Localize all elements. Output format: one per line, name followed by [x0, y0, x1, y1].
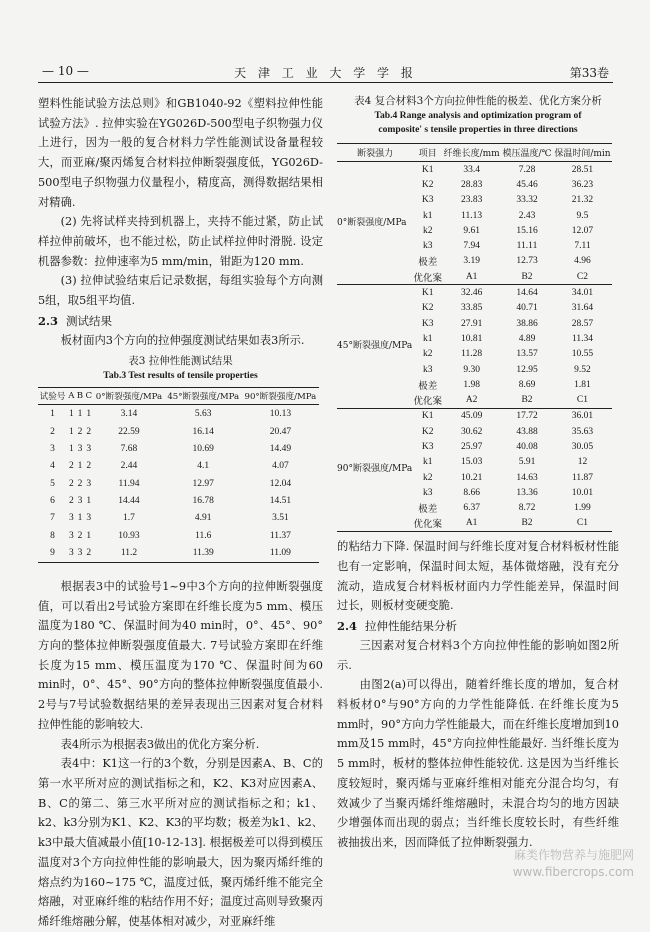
table-cell: 2: [68, 461, 74, 472]
table-cell: 2: [86, 461, 92, 472]
table-cell: 优化案: [413, 520, 442, 531]
table-cell: 32.46: [442, 285, 501, 301]
table-cell: 5.63: [194, 409, 212, 420]
table-cell: 9.52: [574, 364, 591, 375]
table-cell: 3: [77, 443, 83, 454]
table-cell: K3: [421, 318, 434, 329]
table-cell: 25.97: [460, 441, 483, 452]
table-cell: 1: [77, 409, 83, 420]
table-row: [38, 440, 319, 457]
table-cell: 10.13: [269, 409, 292, 420]
table-cell: 3.51: [272, 513, 289, 524]
table-row: [38, 405, 319, 423]
table-row: [38, 510, 319, 527]
table-cell: 4.91: [194, 513, 212, 524]
table-header: 0°断裂强度/MPa: [93, 388, 164, 405]
table-header: 90°断裂强度/MPa: [242, 388, 319, 405]
table-cell: 3: [77, 548, 83, 559]
table-cell: 1: [77, 513, 83, 524]
table-cell: 11.37: [269, 530, 291, 541]
table-cell: B2: [521, 271, 533, 282]
table-caption: 表3 拉伸性能测试结果: [128, 355, 233, 368]
table-cell: 9.30: [463, 364, 480, 375]
table-cell: k1: [422, 457, 433, 468]
table-cell: 11.94: [118, 478, 140, 489]
table-cell: K3: [421, 441, 434, 452]
table-cell: A1: [465, 271, 478, 282]
table-cell: 7.28: [518, 164, 536, 175]
table-row: [38, 475, 319, 492]
table-cell: 4.89: [518, 333, 536, 344]
paragraph: 根据表3中的试验号1~9中3个方向的拉伸断裂强度值，可以看出2号试验方案即在纤维长度为5 mm、模压温度为180 ℃、保温时间为40 min时，0°、45°、90°方向的整体拉伸断裂强度值最大. 7号试验方案即在纤维长度为15 mm、模压温度为170 ℃、保温时间为60 min时，0°、45°、90°方向的整体拉伸断裂强度值最小. 2号与7号试验数据结果的差异表现出三因素对复合材料拉伸性能的影响较大.: [38, 579, 323, 731]
table-row: [337, 408, 612, 424]
table-cell: 9.5: [576, 210, 589, 221]
table-cell: 3.14: [120, 409, 138, 420]
table-cell: 2: [77, 478, 83, 489]
table-cell: 11.11: [516, 241, 538, 252]
table-cell: A1: [465, 518, 478, 529]
table-cell: k2: [422, 472, 433, 483]
table-cell: 11.28: [461, 349, 483, 360]
table-cell: 4: [50, 461, 55, 472]
table-header: 纤维长度/mm: [442, 144, 501, 162]
table-row: [38, 458, 319, 475]
table-header: B: [76, 388, 85, 405]
table-header: 试验号: [38, 388, 67, 405]
table-cell: 14.63: [516, 472, 538, 483]
table-cell: 11.09: [269, 548, 291, 559]
table-cell: 2.44: [120, 461, 138, 472]
table-cell: 11.34: [571, 333, 593, 344]
table-cell: 34.01: [553, 285, 612, 301]
table-cell: 8.66: [463, 487, 480, 498]
group-label: 90°断裂强度/MPa: [337, 408, 413, 531]
table-cell: 35.63: [571, 426, 594, 437]
table-cell: 17.72: [501, 408, 553, 424]
table-cell: 4.1: [197, 461, 210, 472]
table-cell: k1: [422, 210, 433, 221]
table-cell: 优化案: [413, 273, 442, 284]
table-cell: 2: [68, 478, 74, 489]
table-header: C: [84, 388, 93, 405]
section-heading: 2.4 拉伸性能结果分析: [337, 618, 458, 633]
table-cell: 2.43: [518, 210, 536, 221]
table-cell: 5.91: [518, 457, 536, 468]
table-cell: K2: [421, 303, 434, 314]
table-cell: 1: [86, 530, 92, 541]
table-cell: 2: [50, 426, 55, 437]
group-label: 0°断裂强度/MPa: [337, 217, 407, 228]
table-cell: 36.01: [553, 408, 612, 424]
table-cell: A2: [465, 395, 478, 406]
table-cell: 2: [77, 426, 83, 437]
table-cell: k1: [422, 333, 433, 344]
table-cell: 8: [50, 530, 55, 541]
group-label: 45°断裂强度/MPa: [337, 285, 413, 408]
table-cell: 12.04: [269, 478, 292, 489]
table-header: A: [67, 388, 76, 405]
table-cell: 38.86: [516, 318, 538, 329]
table-cell: C1: [576, 518, 588, 529]
table-cell: K1: [421, 164, 434, 175]
running-header: [38, 60, 613, 83]
right-column: [337, 94, 619, 853]
paragraph: 三因素对复合材料3个方向拉伸性能的影响如图2所示.: [337, 638, 619, 672]
table-cell: 1: [68, 426, 74, 437]
table-cell: 1.81: [574, 379, 591, 390]
table-cell: k2: [422, 225, 433, 236]
table-cell: 23.83: [460, 195, 483, 206]
paragraph: 塑料性能试验方法总则》和GB1040-92《塑料拉伸性能试验方法》. 拉伸实验在YG026D-500型电子织物强力仪上进行，因为一般的复合材料力学性能测试设备量程较大，而亚麻/聚丙烯复合材料拉伸断裂强度低，YG026D-500型电子织物强力仪量程小，精度高，测得数据结果相对精确.: [38, 97, 323, 209]
paragraph: 由图2(a)可以得出，随着纤维长度的增加，复合材料板材0°与90°方向的力学性能降低. 在纤维长度为5 mm时，90°方向力学性能最大，而在纤维长度增加到10 mm及15 mm时，45°方向拉伸性能最好. 当纤维长度为5 mm时，板材的整体拉伸性能较优. 这是因为当纤维长度较短时，聚丙烯与亚麻纤维相对能充分混合均匀，有效减少了当聚丙烯纤维熔融时，未混合均匀的地方因缺少增强体而出现的弱点；当纤维长度较长时，有些纤维被抽拔出来，因而降低了拉伸断裂强力.: [337, 678, 619, 849]
table-cell: 9: [50, 548, 55, 559]
table-cell: 2: [86, 548, 92, 559]
table-header: 断裂强力: [337, 144, 413, 162]
table-cell: 31.64: [571, 303, 594, 314]
table-cell: 20.47: [269, 426, 292, 437]
table-cell: 10.21: [460, 472, 483, 483]
table-caption: 表4 复合材料3个方向拉伸性能的极差、优化方案分析: [354, 95, 602, 107]
paragraph: 板材面内3个方向的拉伸强度测试结果如表3所示.: [60, 333, 305, 347]
table-row: [38, 492, 319, 509]
table-cell: 1: [77, 461, 83, 472]
table-cell: B2: [521, 518, 533, 529]
table-cell: B2: [521, 395, 533, 406]
table-cell: 10.55: [571, 349, 594, 360]
table-cell: 28.57: [571, 318, 594, 329]
table-header: 项目: [413, 144, 442, 162]
paragraph: (2) 先将试样夹持到机器上，夹持不能过紧，防止试样拉伸前破坏，也不能过松，防止试样拉伸时滑脱. 设定机器参数：拉伸速率为5 mm/min，钳距为120 mm.: [38, 215, 323, 268]
table-cell: 11.39: [192, 548, 214, 559]
table-cell: k2: [422, 349, 433, 360]
paragraph: 表4所示为根据表3做出的优化方案分析.: [60, 737, 260, 751]
table-cell: C2: [576, 271, 588, 282]
left-column: [38, 94, 323, 932]
table-cell: 11.6: [195, 530, 212, 541]
table-cell: 3: [50, 443, 55, 454]
table-cell: C1: [576, 395, 588, 406]
table-cell: 33.85: [460, 303, 483, 314]
table-cell: 1.7: [123, 513, 135, 524]
table-cell: 16.14: [192, 426, 214, 437]
table-caption-en: Tab.4 Range analysis and optimization program of: [374, 110, 582, 121]
table-cell: 10.81: [460, 333, 483, 344]
table-cell: 12.95: [516, 364, 538, 375]
table-caption-en: Tab.3 Test results of tensile properties: [103, 370, 258, 382]
table-cell: 40.08: [516, 441, 538, 452]
tensile-results-table: [38, 387, 319, 563]
table-cell: 13.36: [516, 487, 538, 498]
table-cell: K3: [421, 195, 434, 206]
table-row: [337, 285, 612, 301]
table-cell: 11.87: [571, 472, 593, 483]
table-cell: 14.51: [269, 496, 292, 507]
table-cell: 11.13: [461, 210, 483, 221]
table-cell: 12.73: [516, 256, 538, 267]
table-cell: 27.91: [460, 318, 483, 329]
table-cell: 28.51: [571, 164, 594, 175]
table-cell: 7: [50, 513, 55, 524]
table-cell: 3.19: [463, 256, 480, 267]
table-cell: 7.11: [574, 241, 591, 252]
table-cell: 7.68: [120, 443, 138, 454]
table-cell: 7.94: [463, 241, 480, 252]
table-cell: 4.07: [272, 461, 289, 472]
paragraph: 表4中：K1这一行的3个数，分别是因素A、B、C的第一水平所对应的测试指标之和，K2、K3对应因素A、B、C的第二、第三水平所对应的测试指标之和；k1、k2、k3分别为K1、K2、K3的平均数；极差为k1、k2、k3中最大值减最小值[10-12-13]. 根据极差可以得到模压温度对3个方向拉伸性能的影响最大，因为聚丙烯纤维的熔点约为160~175 ℃，温度过低，聚丙烯纤维不能完全熔融，对亚麻纤维的粘结作用不好；温度过高则导致聚丙烯纤维熔融分解，使基体相对减少，对亚麻纤维: [38, 757, 323, 928]
table-cell: 1: [86, 496, 92, 507]
table-cell: 6.37: [463, 503, 480, 514]
table-row: [38, 423, 319, 440]
table-header: 模压温度/℃: [501, 144, 553, 162]
table-cell: 3: [68, 530, 74, 541]
table-cell: 45.09: [442, 408, 501, 424]
table-cell: 极差: [418, 258, 438, 269]
table-cell: 3: [68, 513, 74, 524]
page-number: — 10 —: [42, 64, 89, 78]
table-cell: 10.01: [571, 487, 594, 498]
table-cell: k3: [422, 364, 433, 375]
volume-label: 第33卷: [569, 66, 609, 80]
table-cell: 1: [86, 409, 92, 420]
table-cell: 3: [68, 548, 74, 559]
table-cell: 8.69: [518, 379, 536, 390]
table-cell: 22.59: [118, 426, 140, 437]
table-cell: 16.78: [192, 496, 214, 507]
table-cell: 10.93: [118, 530, 140, 541]
table-cell: 极差: [418, 505, 438, 516]
section-heading: 2.3 测试结果: [38, 313, 113, 328]
table-cell: K1: [413, 285, 442, 301]
table-cell: 1.98: [463, 379, 480, 390]
table-cell: K1: [413, 408, 442, 424]
table-cell: 2: [77, 530, 83, 541]
range-analysis-table: [337, 143, 612, 532]
table-cell: 5: [50, 478, 55, 489]
table-cell: 3: [86, 478, 92, 489]
paragraph: 的粘结力下降. 保温时间与纤维长度对复合材料板材性能也有一定影响，保温时间太短，基体微熔融，没有充分流动，造成复合材料板材面内力学性能差异，保温时间过长，则板材变硬变脆.: [337, 540, 619, 613]
table-cell: 40.71: [516, 303, 538, 314]
table-cell: 8.72: [518, 503, 536, 514]
table-caption-en: composite' s tensile properties in three directions: [378, 124, 578, 135]
table-cell: 21.32: [571, 195, 594, 206]
table-cell: 36.23: [571, 179, 594, 190]
table-cell: 14.64: [501, 285, 553, 301]
table-cell: 2: [86, 426, 92, 437]
table-cell: 9.61: [463, 225, 480, 236]
table-cell: 极差: [418, 381, 438, 392]
table-cell: 1.99: [574, 503, 591, 514]
table-cell: 1: [50, 409, 55, 420]
table-cell: 15.03: [460, 457, 483, 468]
table-cell: 12.97: [192, 478, 214, 489]
paragraph: (3) 拉伸试验结束后记录数据，每组实验每个方向测5组，取5组平均值.: [38, 274, 323, 308]
table-cell: 43.88: [516, 426, 538, 437]
table-cell: 12: [577, 457, 588, 468]
table-cell: K2: [421, 179, 434, 190]
table-row: [337, 162, 612, 178]
table-cell: 1: [68, 443, 74, 454]
table-cell: 14.49: [269, 443, 292, 454]
table-cell: 13.57: [516, 349, 538, 360]
journal-title: 天 津 工 业 大 学 学 报: [234, 66, 417, 80]
table-cell: 3: [86, 513, 92, 524]
table-cell: 3: [77, 496, 83, 507]
table-cell: 2: [68, 496, 74, 507]
table-cell: 33.32: [516, 195, 538, 206]
table-cell: 3: [86, 443, 92, 454]
table-cell: k3: [422, 487, 433, 498]
table-cell: K2: [421, 426, 434, 437]
table-cell: 12.07: [571, 225, 594, 236]
table-cell: 14.44: [118, 496, 140, 507]
table-cell: k3: [422, 241, 433, 252]
table-cell: 45.46: [516, 179, 538, 190]
table-cell: 1: [68, 409, 74, 420]
table-cell: 30.05: [571, 441, 594, 452]
table-cell: 11.2: [120, 548, 138, 559]
table-cell: 15.16: [516, 225, 538, 236]
table-row: [38, 527, 319, 544]
table-cell: 28.83: [460, 179, 483, 190]
table-header: 保温时间/min: [553, 144, 612, 162]
table-cell: 30.62: [460, 426, 483, 437]
table-cell: 6: [50, 496, 55, 507]
table-row: [38, 545, 319, 563]
table-cell: 4.96: [574, 256, 591, 267]
table-cell: 10.69: [192, 443, 214, 454]
table-header: 45°断裂强度/MPa: [165, 388, 242, 405]
table-cell: 33.4: [463, 164, 480, 175]
table-cell: 优化案: [413, 397, 442, 408]
watermark: 麻类作物营养与施肥网 www.fibercrops.com: [512, 848, 634, 879]
